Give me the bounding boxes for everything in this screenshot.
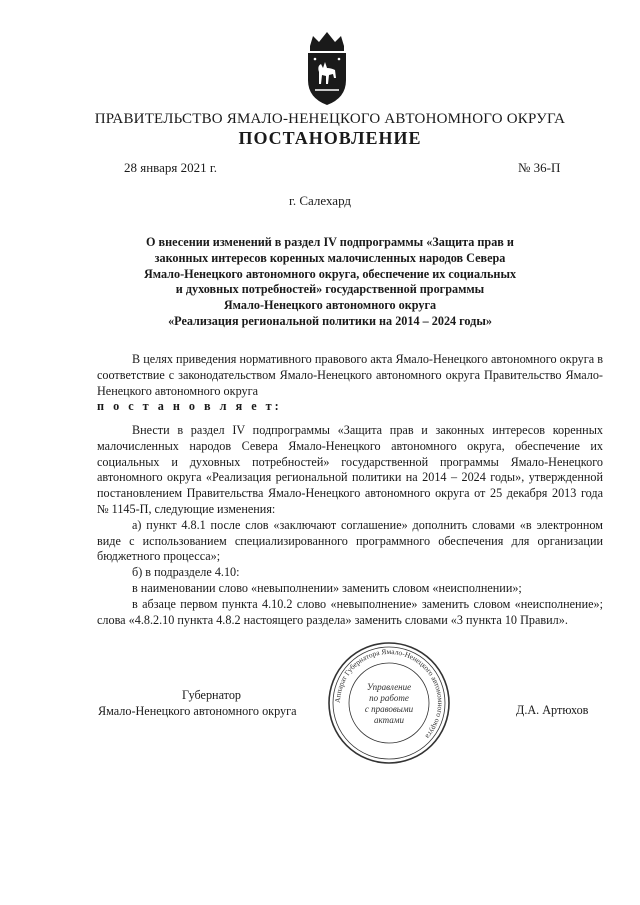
stamp-center-line: по работе — [369, 693, 409, 703]
coat-of-arms-emblem — [301, 28, 353, 108]
official-stamp — [326, 640, 452, 766]
preamble-paragraph: В целях приведения нормативного правового акта Ямало-Ненецкого автономного округа в соответствие с законодательством Ямало-Ненецкого автономного округа Правительство Ямало-Ненецкого автономного округа — [97, 352, 603, 398]
document-number: № 36-П — [518, 160, 561, 175]
main-paragraph: Внести в раздел IV подпрограммы «Защита прав и законных интересов коренных малочисленных народов Севера Ямало-Ненецкого автономного округа, обеспечение их социальных и духовных потребностей» государственной программы Ямало-Ненецкого автономного округа «Реализация региональной политики на 2014 – 2024 годы», утвержденной постановлением Правительства Ямало-Ненецкого автономного округа от 25 декабря 2013 года № 1145-П, следующие изменения: — [97, 423, 603, 516]
title-line: Ямало-Ненецкого автономного округа, обеспечение их социальных — [143, 266, 517, 281]
title-line: и духовных потребностей» государственной программы — [175, 282, 485, 297]
signatory-name: Д.А. Артюхов — [516, 703, 589, 717]
stamp-center-line: актами — [374, 715, 404, 725]
document-date: 28 января 2021 г. — [124, 160, 218, 175]
signatory-role — [98, 688, 348, 720]
government-name: ПРАВИТЕЛЬСТВО ЯМАЛО-НЕНЕЦКОГО АВТОНОМНОГО ОКРУГА — [94, 111, 566, 127]
city-name: г. Салехард — [288, 193, 352, 208]
item-b: б) в подразделе 4.10: — [132, 565, 240, 580]
stamp-center-line: Управление — [366, 682, 412, 692]
stamp-center-line: с правовыми — [364, 704, 414, 714]
title-line: законных интересов коренных малочисленных народов Севера — [154, 250, 506, 265]
role-line: Губернатор — [182, 688, 242, 702]
title-line: Ямало-Ненецкого автономного округа — [223, 298, 437, 313]
main-block — [97, 423, 603, 628]
title-line: О внесении изменений в раздел IV подпрограммы «Защита прав и — [146, 235, 514, 249]
item-b1: в наименовании слово «невыполнении» заменить словом «неисполнении»; — [132, 580, 522, 595]
document-title — [100, 235, 560, 330]
item-b2: в абзаце первом пункта 4.10.2 слово «невыполнение» заменить словом «неисполнение»; слова «4.8.2.10 пункта 4.8.2 настоящего раздела» заменить словами «3 пункта 10 Правил». — [97, 596, 603, 627]
document-type: ПОСТАНОВЛЕНИЕ — [238, 128, 422, 148]
item-a: а) пункт 4.8.1 после слов «заключают соглашение» дополнить словами «в электронном виде с использованием специализированного программного обеспечения для организации бюджетного процесса»; — [97, 517, 603, 564]
title-line: «Реализация региональной политики на 2014 – 2024 годы» — [168, 313, 492, 328]
preamble-block — [97, 352, 603, 415]
role-line: Ямало-Ненецкого автономного округа — [98, 703, 297, 718]
resolves-word: п о с т а н о в л я е т: — [97, 399, 282, 414]
stamp-ring-text: Аппарат Губернатора Ямало-Ненецкого автономного округа — [332, 646, 446, 741]
